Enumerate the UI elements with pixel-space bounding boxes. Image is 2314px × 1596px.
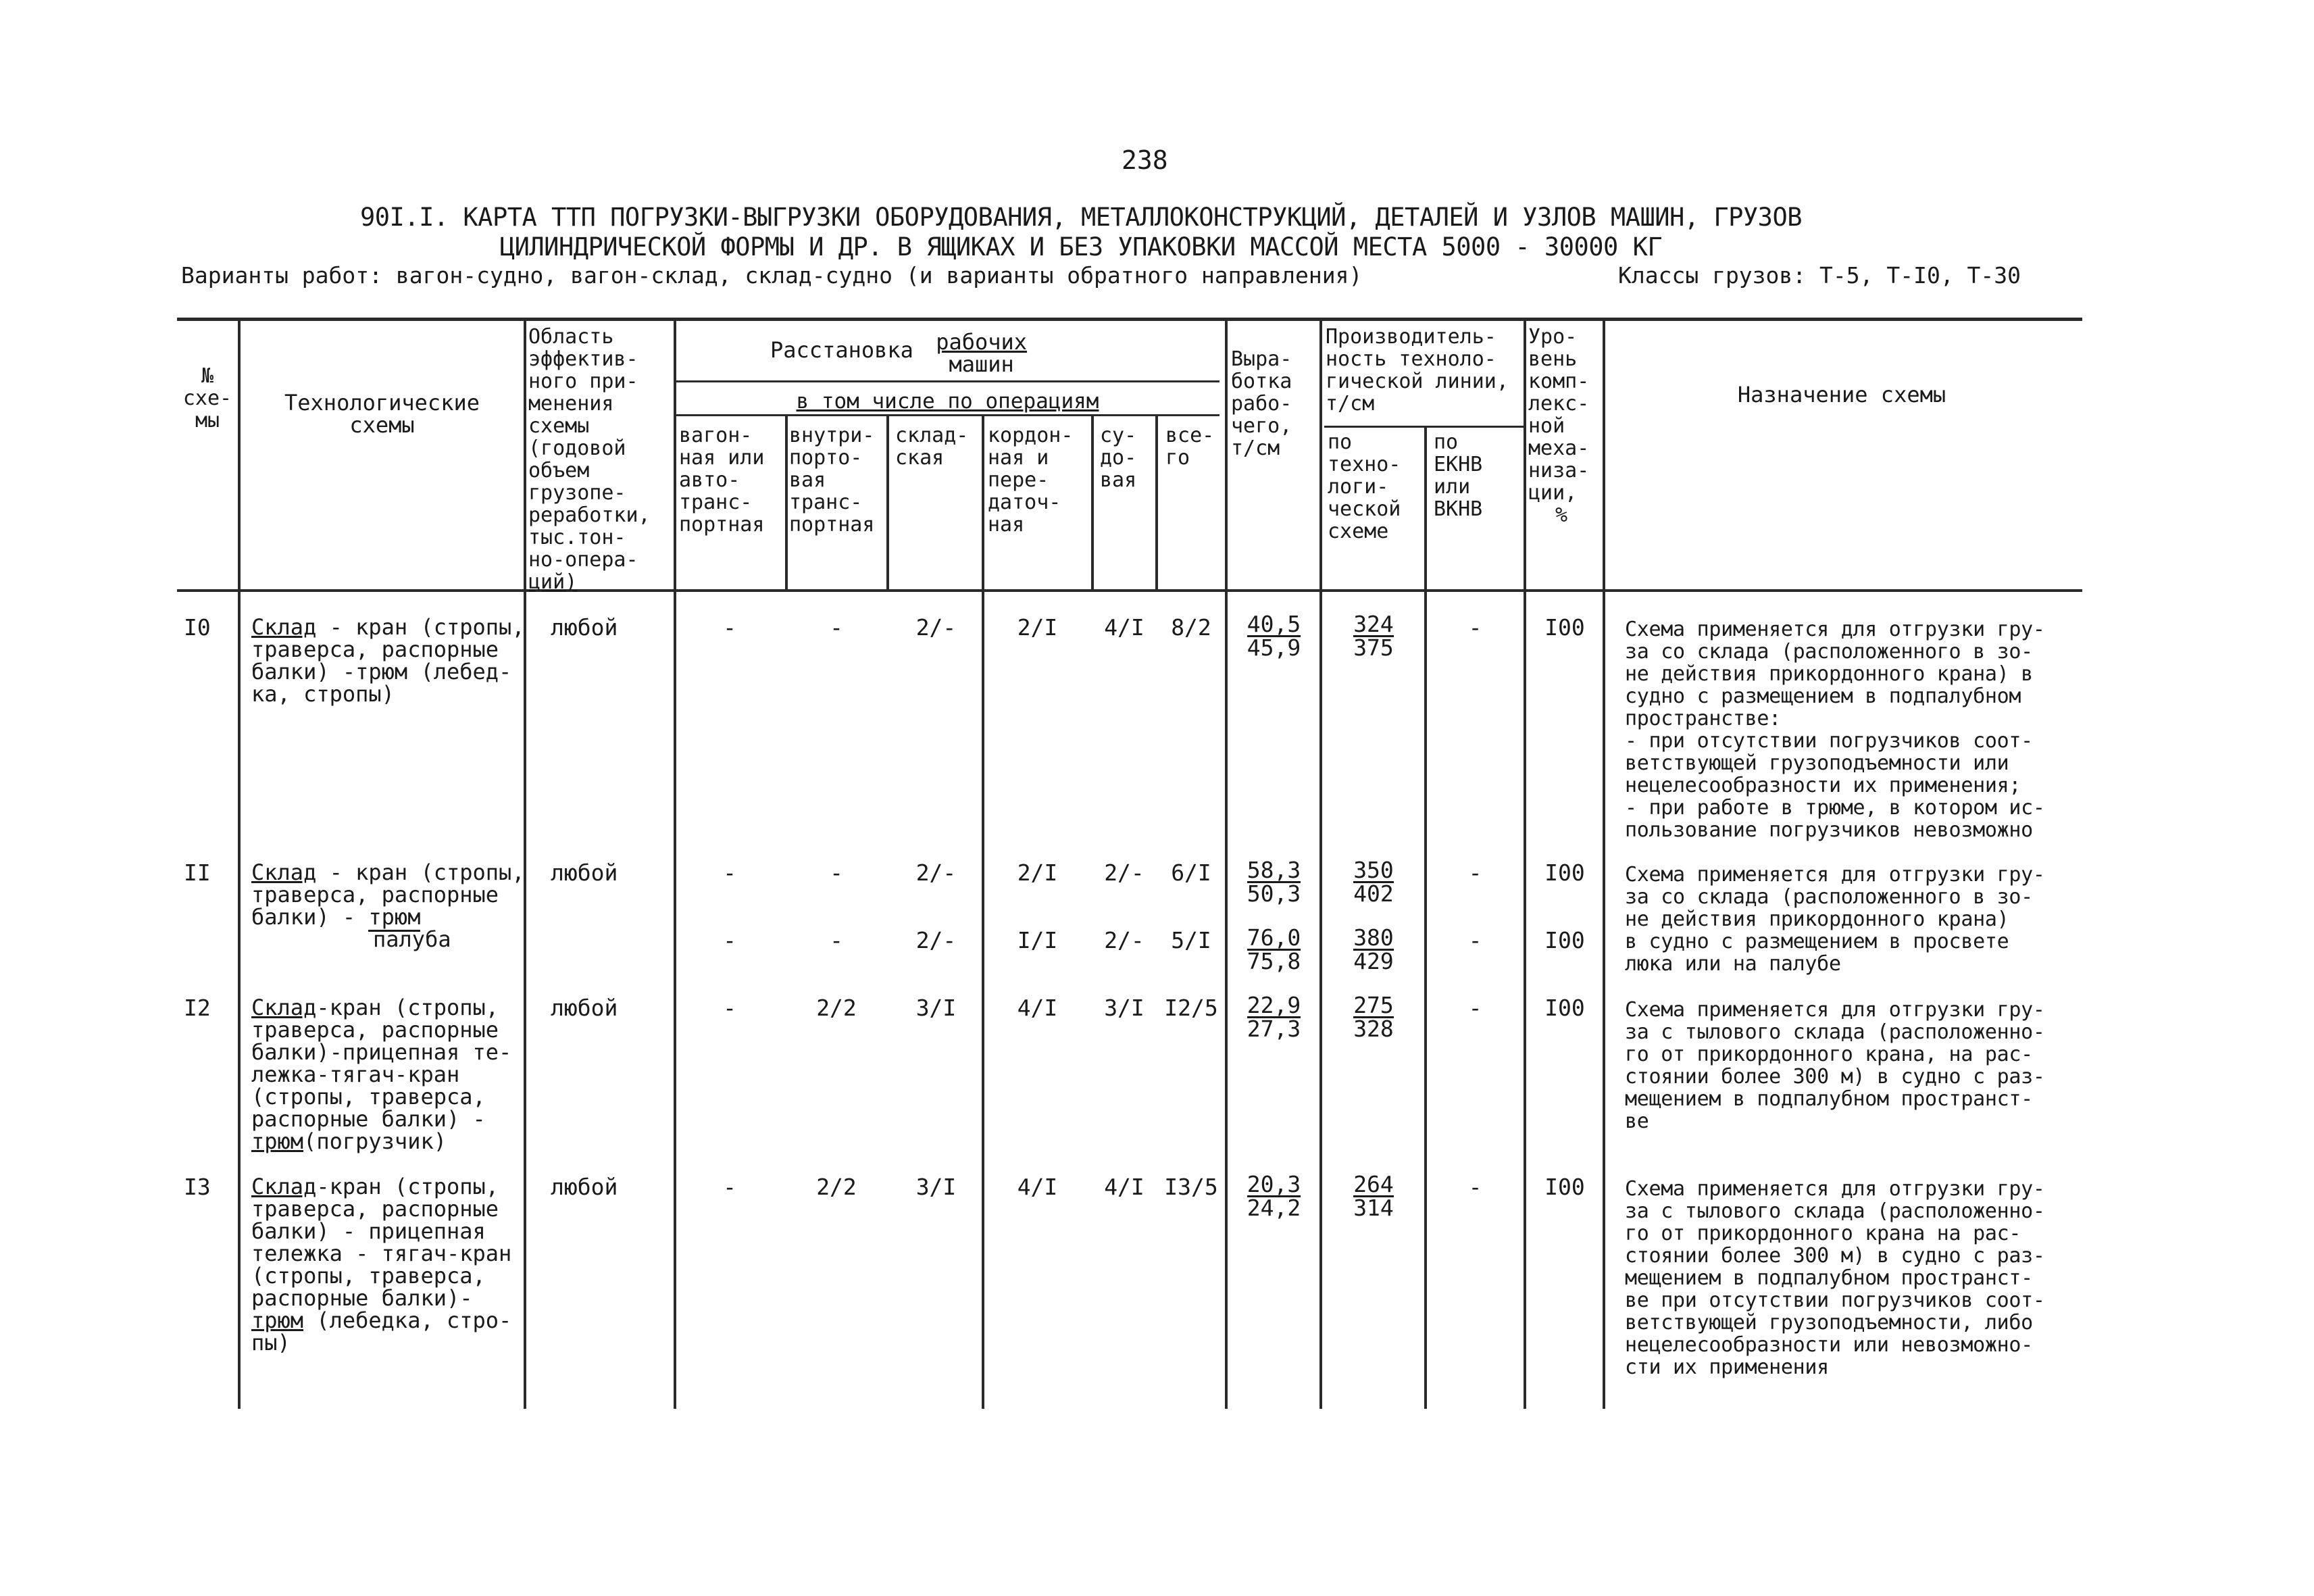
header-ship: су- до- вая xyxy=(1100,424,1137,492)
col-line-13 xyxy=(1603,318,1605,1409)
header-wagon: вагон- ная или авто- транс- портная xyxy=(679,424,765,537)
mechanization-value: I00 xyxy=(1544,1174,1585,1200)
cordon-value: 4/I xyxy=(1017,995,1058,1021)
work-variants: Варианты работ: вагон-судно, вагон-склад, склад-судно (и варианты обратного направления) xyxy=(181,262,1363,289)
purpose-text: Схема применяется для отгрузки гру- за с тылового склада (расположенно- го от прикордонного крана, на рас- стоянии более 300 м) в судно с раз- мещением в подпалубном пространст- ве xyxy=(1625,998,2045,1133)
eknv-value: - xyxy=(1468,1174,1482,1200)
scheme-description: Склад - кран (стропы, траверса, распорные балки) - трюм палуба xyxy=(251,859,525,952)
table-top-border xyxy=(177,318,2082,321)
header-num: № схе- мы xyxy=(182,364,232,432)
cargo-classes: Классы грузов: Т-5, Т-I0, Т-30 xyxy=(1618,262,2021,289)
title-line-2: ЦИЛИНДРИЧЕСКОЙ ФОРМЫ И ДР. В ЯЩИКАХ И БЕЗ УПАКОВКИ МАССОЙ МЕСТА 5000 - 30000 КГ xyxy=(499,232,1663,261)
total-value-alt: 5/I xyxy=(1171,927,1211,953)
internal-value-alt: - xyxy=(830,927,843,953)
ship-value: 3/I xyxy=(1104,995,1145,1021)
productivity-value: $\frac{264}{314}$ xyxy=(1353,1171,1394,1221)
internal-value: 2/2 xyxy=(816,995,857,1021)
ops-divider xyxy=(676,414,1219,416)
header-total: все- го xyxy=(1165,424,1215,470)
internal-value: - xyxy=(830,859,843,886)
col-line-7 xyxy=(1091,416,1094,591)
header-purpose: Назначение схемы xyxy=(1737,382,1946,407)
page-title xyxy=(351,203,1811,262)
application-area: любой xyxy=(551,1174,618,1200)
warehouse-value: 3/I xyxy=(915,995,957,1021)
header-warehouse: склад- ская xyxy=(895,424,969,470)
productivity-value: $\frac{350}{402}$ xyxy=(1353,857,1394,907)
header-bottom-border xyxy=(177,589,2082,592)
wagon-value: - xyxy=(723,859,736,886)
header-tech-schemes: Технологические схемы xyxy=(284,390,480,438)
row-number: II xyxy=(184,859,211,886)
col-line-8 xyxy=(1155,416,1158,591)
internal-value: 2/2 xyxy=(816,1174,857,1200)
col-line-11 xyxy=(1424,426,1427,1409)
eknv-value: - xyxy=(1468,859,1482,886)
wagon-value: - xyxy=(723,995,736,1021)
warehouse-value-alt: 2/- xyxy=(915,927,957,953)
internal-value: - xyxy=(830,614,843,641)
eknv-value: - xyxy=(1468,614,1482,641)
title-line-1: 90I.I. КАРТА ТТП ПОГРУЗКИ-ВЫГРУЗКИ ОБОРУДОВАНИЯ, МЕТАЛЛОКОНСТРУКЦИЙ, ДЕТАЛЕЙ И УЗЛОВ МАШИН, ГРУЗОВ xyxy=(359,203,1803,232)
header-productivity: Производитель- ность техноло- гической линии, т/см xyxy=(1326,325,1509,416)
wagon-value: - xyxy=(723,614,736,641)
application-area: любой xyxy=(551,995,618,1021)
col-line-1 xyxy=(238,318,241,1409)
header-placement: Расстановка рабочих машин xyxy=(770,329,1028,377)
productivity-value: $\frac{275}{328}$ xyxy=(1353,992,1394,1042)
row-number: I2 xyxy=(184,995,211,1021)
scheme-description: Склад - кран (стропы, траверса, распорные балки) -трюм (лебед- ка, стропы) xyxy=(251,614,525,707)
header-internal: внутри- порто- вая транс- портная xyxy=(789,424,875,537)
ship-value: 4/I xyxy=(1104,1174,1145,1200)
header-by-eknv: по ЕКНВ или ВКНВ xyxy=(1434,430,1483,521)
wagon-value-alt: - xyxy=(723,927,736,953)
header-mechanization: Уро- вень комп- лекс- ной меха- низа- ции, % xyxy=(1528,325,1590,527)
placement-divider xyxy=(676,380,1219,382)
row-number: I3 xyxy=(184,1174,211,1200)
mechanization-value: I00 xyxy=(1544,859,1585,886)
cordon-value: 2/I xyxy=(1017,859,1058,886)
total-value: 8/2 xyxy=(1171,614,1211,641)
total-value: I2/5 xyxy=(1164,995,1218,1021)
ship-value-alt: 2/- xyxy=(1104,927,1145,953)
application-area: любой xyxy=(551,614,618,641)
header-including-ops: в том числе по операциям xyxy=(796,389,1099,414)
output-value: $\frac{20,3}{24,2}$ xyxy=(1247,1171,1301,1221)
total-value: 6/I xyxy=(1171,859,1211,886)
col-line-12 xyxy=(1524,318,1526,1409)
col-line-9 xyxy=(1225,318,1228,1409)
ship-value: 4/I xyxy=(1104,614,1145,641)
header-area: Область эффектив- ного при- менения схемы (годовой объем грузопе- реработки, тыс.тон- но-опера- ций) xyxy=(528,325,651,594)
warehouse-value: 3/I xyxy=(915,1174,957,1200)
col-line-3 xyxy=(674,318,676,1409)
ship-value: 2/- xyxy=(1104,859,1145,886)
scheme-description: Склад-кран (стропы, траверса, распорные балки)-прицепная те- лежка-тягач-кран (стропы, траверса, распорные балки) - трюм(погрузчик) xyxy=(251,995,512,1154)
eknv-value-alt: - xyxy=(1468,927,1482,953)
header-by-scheme: по техно- логи- ческой схеме xyxy=(1328,430,1401,543)
header-output: Выра- ботка рабо- чего, т/см xyxy=(1231,347,1292,460)
output-value: $\frac{22,9}{27,3}$ xyxy=(1247,992,1301,1042)
col-line-10 xyxy=(1319,318,1322,1409)
purpose-text: Схема применяется для отгрузки гру- за с тылового склада (расположенно- го от прикордонного крана на рас- стоянии более 300 м) в судно с раз- мещением в подпалубном пространст- ве при отсутствии погрузчиков соот- ветствующей грузоподъемности, либо нецелесообразности или невозможно- сти их применения xyxy=(1625,1177,2045,1379)
cordon-value: 2/I xyxy=(1017,614,1058,641)
eknv-value: - xyxy=(1468,995,1482,1021)
mechanization-value-alt: I00 xyxy=(1544,927,1585,953)
productivity-value-alt: $\frac{380}{429}$ xyxy=(1353,924,1394,974)
productivity-value: $\frac{324}{375}$ xyxy=(1353,611,1394,661)
mechanization-value: I00 xyxy=(1544,995,1585,1021)
total-value: I3/5 xyxy=(1164,1174,1218,1200)
purpose-text: Схема применяется для отгрузки гру- за со склада (расположенного в зо- не действия прикордонного крана) в судно с размещением в подпалубном пространстве: - при отсутствии погрузчиков соот- ветствующей грузоподъемности или нецелесообразности их применения; - при работе в трюме, в котором ис- пользование погрузчиков невозможно xyxy=(1625,618,2045,842)
warehouse-value: 2/- xyxy=(915,859,957,886)
output-value-alt: $\frac{76,0}{75,8}$ xyxy=(1247,924,1301,974)
wagon-value: - xyxy=(723,1174,736,1200)
cordon-value-alt: I/I xyxy=(1017,927,1058,953)
application-area: любой xyxy=(551,859,618,886)
header-cordon: кордон- ная и пере- даточ- ная xyxy=(988,424,1074,537)
mechanization-value: I00 xyxy=(1544,614,1585,641)
scheme-description: Склад-кран (стропы, траверса, распорные балки) - прицепная тележка - тягач-кран (стропы, траверса, распорные балки)- трюм (лебедка, стро- пы) xyxy=(251,1174,512,1355)
purpose-text: Схема применяется для отгрузки гру- за со склада (расположенного в зо- не действия прикордонного крана) в судно с размещением в просвете люка или на палубе xyxy=(1625,863,2045,976)
row-number: I0 xyxy=(184,614,211,641)
output-value: $\frac{58,3}{50,3}$ xyxy=(1247,857,1301,907)
output-value: $\frac{40,5}{45,9}$ xyxy=(1247,611,1301,661)
cordon-value: 4/I xyxy=(1017,1174,1058,1200)
page-number: 238 xyxy=(1122,145,1168,175)
col-line-6 xyxy=(982,416,984,1409)
warehouse-value: 2/- xyxy=(915,614,957,641)
